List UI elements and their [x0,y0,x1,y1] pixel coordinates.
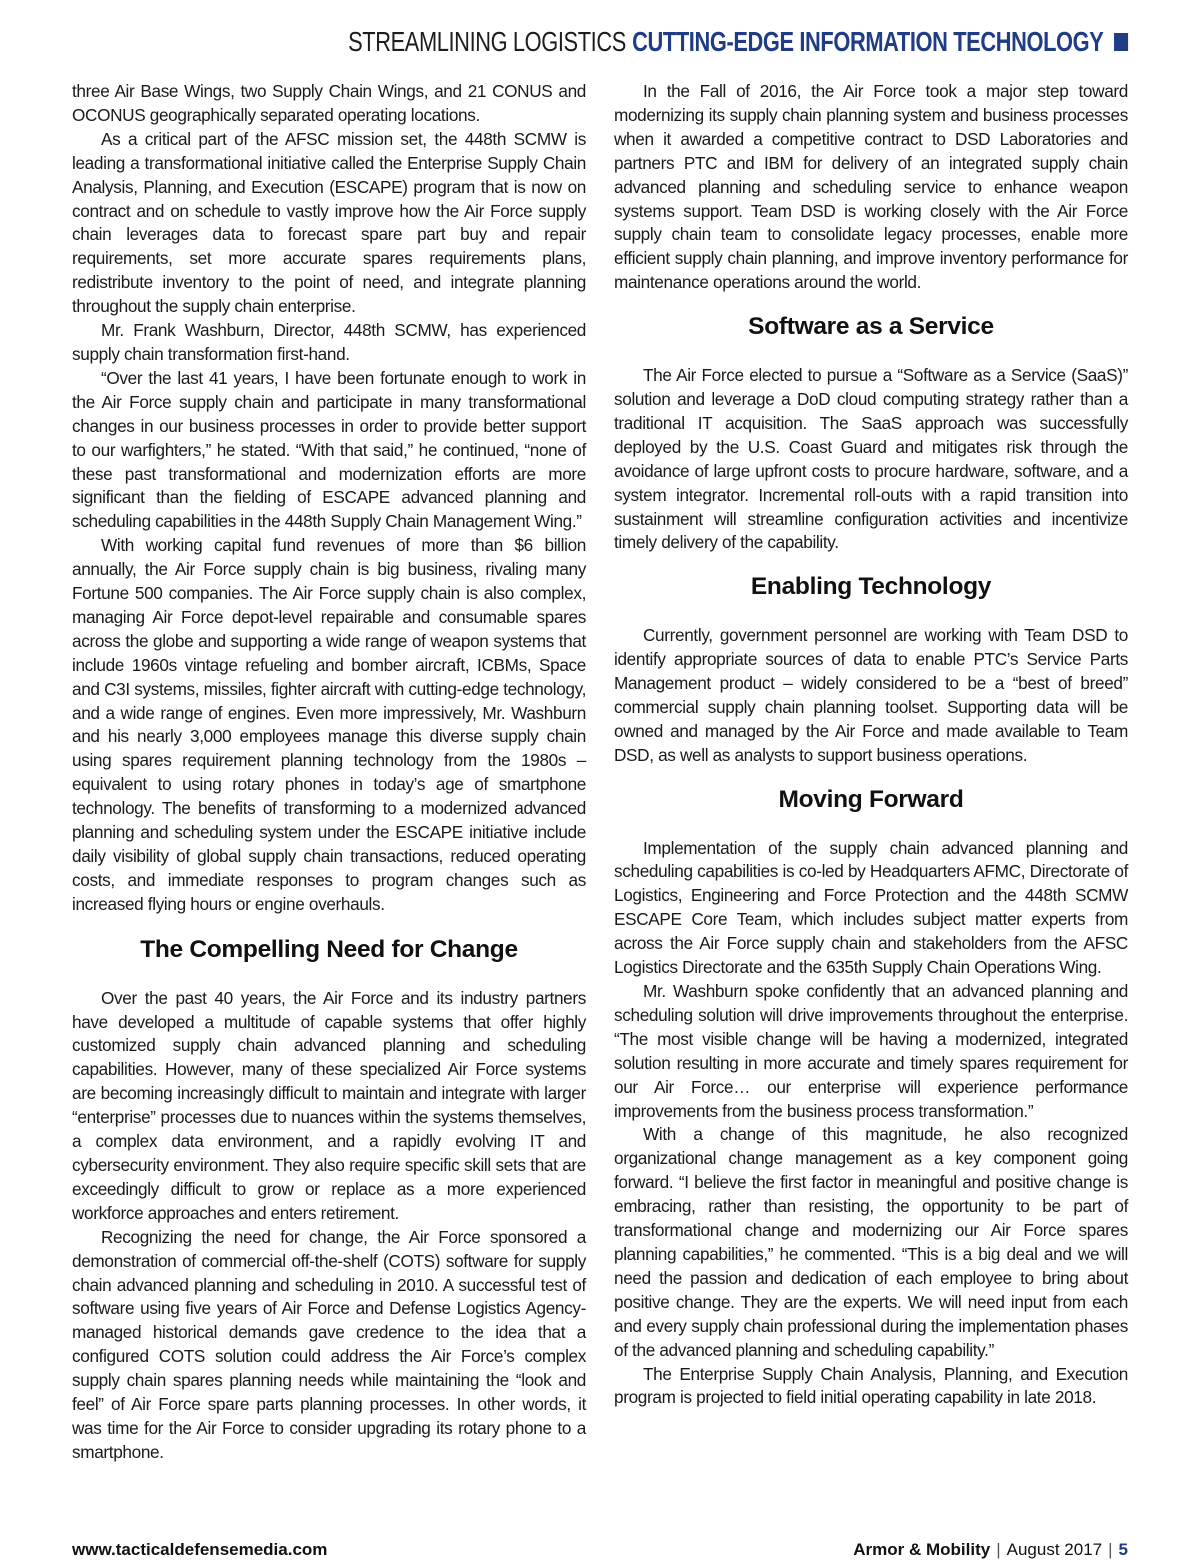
right-column [614,80,1128,1410]
left-paragraph-3: Mr. Frank Washburn, Director, 448th SCMW, has experienced supply chain transformation first-hand. [72,320,586,364]
left-paragraph-6: Over the past 40 years, the Air Force and its industry partners have developed a multitude of capable systems that offer highly customized supply chain advanced planning and scheduling capabilities. However, many of these specialized Air Force systems are becoming increasingly difficult to maintain and integrate with larger “enterprise” processes due to nuances within the systems themselves, a complex data environment, and a rapidly evolving IT and cybersecurity environment. They also require specific skill sets that are exceedingly difficult to grow or replace as a more experienced workforce approaches and enters retirement. [72,987,586,1223]
footer-magazine-title: Armor & Mobility [853,1540,991,1559]
page-footer [72,1540,1128,1560]
footer-separator: | [1108,1540,1113,1559]
right-paragraph-5: Mr. Washburn spoke confidently that an advanced planning and scheduling solution will drive improvements throughout the enterprise. “The most visible change will be having a modernized, integrated solution resulting in more accurate and timely spares requirement for our Air Force… our enterprise will experience performance improvements from the business process transformation.” [614,981,1128,1121]
left-paragraph-5: With working capital fund revenues of more than $6 billion annually, the Air Force supply chain is big business, rivaling many Fortune 500 companies. The Air Force supply chain is also complex, managing Air Force depot-level repairable and consumable spares across the globe and supporting a wide range of weapon systems that include 1960s vintage refueling and bomber aircraft, ICBMs, Space and C3I systems, missiles, fighter aircraft with cutting-edge technology, and a wide range of engines. Even more impressively, Mr. Washburn and his nearly 3,000 employees manage this diverse supply chain using spares requirement planning technology from the 1980s – equivalent to using rotary phones in today’s age of smartphone technology. The benefits of transforming to a modernized advanced planning and scheduling system under the ESCAPE initiative include daily visibility of global supply chain transactions, reduced operating costs, and immediate responses to program changes such as increased flying hours or engine overhauls. [72,535,586,914]
right-paragraph-4: Implementation of the supply chain advanced planning and scheduling capabilities is co-led by Headquarters AFMC, Directorate of Logistics, Engineering and Force Protection and the 448th SCMW ESCAPE Core Team, which includes subject matter experts from across the Air Force supply chain and stakeholders from the AFSC Logistics Directorate and the 635th Supply Chain Operations Wing. [614,837,1128,978]
right-paragraph-1: In the Fall of 2016, the Air Force took a major step toward modernizing its supply chain planning system and business processes when it awarded a competitive contract to DSD Laboratories and partners PTC and IBM for delivery of an integrated supply chain advanced planning and scheduling service to enhance weapon systems support. Team DSD is working closely with the Air Force supply chain team to consolidate legacy processes, enable more efficient supply chain planning, and improve inventory performance for maintenance operations around the world. [614,81,1128,293]
header-lead: STREAMLINING LOGISTICS [347,26,626,57]
left-paragraph-2: As a critical part of the AFSC mission set, the 448th SCMW is leading a transformational initiative called the Enterprise Supply Chain Analysis, Planning, and Execution (ESCAPE) program that is now on contract and on schedule to vastly improve how the Air Force supply chain leverages data to forecast spare part buy and repair requirements, set more accurate spares requirements plans, redistribute inventory to the point of need, and integrate planning throughout the supply chain enterprise. [72,128,586,317]
running-header [348,26,1128,58]
footer-url-link[interactable]: www.tacticaldefensemedia.com [72,1540,328,1559]
header-square-icon [1114,33,1128,51]
right-paragraph-2: The Air Force elected to pursue a “Software as a Service (SaaS)” solution and leverage a DoD cloud computing strategy rather than a traditional IT acquisition. The SaaS approach was successfully deployed by the U.S. Coast Guard and mitigates risk through the avoidance of large upfront costs to procure hardware, software, and a system integrator. Incremental roll-outs with a rapid transition into sustainment will streamline configuration activities and incentivize timely delivery of the capability. [614,365,1128,553]
heading-enabling-technology: Enabling Technology [750,573,992,601]
left-paragraph-1: three Air Base Wings, two Supply Chain Wings, and 21 CONUS and OCONUS geographically separated operating locations. [72,81,586,125]
heading-software-as-a-service: Software as a Service [748,313,994,341]
right-paragraph-7: The Enterprise Supply Chain Analysis, Planning, and Execution program is projected to field initial operating capability in late 2018. [614,1363,1128,1408]
left-column [72,80,586,1465]
page-number: 5 [1118,1540,1128,1559]
right-paragraph-6: With a change of this magnitude, he also recognized organizational change management as a key component going forward. “I believe the first factor in meaningful and positive change is embracing, rather than resisting, the opportunity to be part of transformational change and modernizing our Air Force spares planning capabilities,” he commented. “This is a big deal and we will need the passion and dedication of each employee to bring about positive change. They are the experts. We will need input from each and every supply chain professional during the implementation phases of the advanced planning and scheduling capability.” [614,1124,1128,1360]
heading-compelling-need: The Compelling Need for Change [140,935,518,963]
footer-date: August 2017 [1006,1540,1103,1559]
header-accent: CUTTING-EDGE INFORMATION TECHNOLOGY [631,26,1104,57]
left-paragraph-4: “Over the last 41 years, I have been fortunate enough to work in the Air Force supply chain and participate in many transformational changes in our business processes in order to provide better support to our warfighters,” he stated. “With that said,” he continued, “none of these past transformational and modernization efforts are more significant than the fielding of ESCAPE advanced planning and scheduling capabilities in the 448th Supply Chain Management Wing.” [72,367,586,532]
heading-moving-forward: Moving Forward [778,785,964,813]
left-paragraph-7: Recognizing the need for change, the Air Force sponsored a demonstration of commercial off-the-shelf (COTS) software for supply chain advanced planning and scheduling in 2010. A successful test of software using five years of Air Force and Defense Logistics Agency-managed historical demands gave credence to the idea that a configured COTS solution could address the Air Force’s complex supply chain spares planning needs while maintaining the “look and feel” of Air Force spare parts planning processes. In other words, it was time for the Air Force to consider upgrading its rotary phone to a smartphone. [72,1226,586,1462]
footer-separator: | [996,1540,1001,1559]
right-paragraph-3: Currently, government personnel are working with Team DSD to identify appropriate sources of data to enable PTC’s Service Parts Management product – widely considered to be a “best of breed” commercial supply chain planning toolset. Supporting data will be owned and managed by the Air Force and made available to Team DSD, as well as analysts to support business operations. [614,625,1128,765]
footer-publication [853,1540,1128,1560]
